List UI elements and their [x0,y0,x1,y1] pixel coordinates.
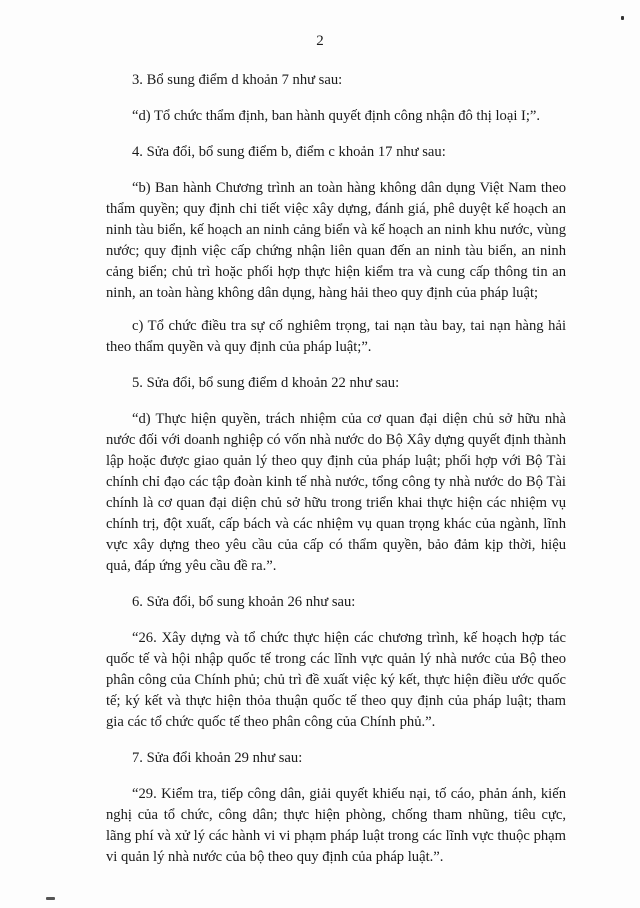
amendment-text-7: “29. Kiểm tra, tiếp công dân, giải quyết khiếu nại, tố cáo, phản ánh, kiến nghị của tổ chức, công dân; thực hiện phòng, chống tham nhũng, tiêu cực, lãng phí và xử lý các hành vi vi phạm pháp luật trong các lĩnh vực thuộc phạm vi quản lý nhà nước của bộ theo quy định của pháp luật.”. [106,786,566,865]
amendment-text-5: “d) Thực hiện quyền, trách nhiệm của cơ quan đại diện chủ sở hữu nhà nước đối với doanh nghiệp có vốn nhà nước do Bộ Xây dựng quyết định thành lập hoặc được giao quản lý theo quy định của pháp luật; phối hợp với Bộ Tài chính chỉ đạo các tập đoàn kinh tế nhà nước, tổng công ty nhà nước do Bộ Tài chính là cơ quan đại diện chủ sở hữu trong triển khai thực hiện các nhiệm vụ chính trị, đột xuất, cấp bách và các nhiệm vụ quan trọng khác của ngành, lĩnh vực xây dựng theo yêu cầu của cấp có thẩm quyền, bảo đảm kịp thời, hiệu quả, đáp ứng yêu cầu đề ra.”. [106,411,566,574]
amendment-text-4c: c) Tổ chức điều tra sự cố nghiêm trọng, tai nạn tàu bay, tai nạn hàng hải theo thẩm quyền và quy định của pháp luật;”. [106,318,566,355]
amendment-text-6: “26. Xây dựng và tổ chức thực hiện các chương trình, kế hoạch hợp tác quốc tế và hội nhập quốc tế trong các lĩnh vực quản lý nhà nước của Bộ theo phân công của Chính phủ; chủ trì đề xuất việc ký kết, thực hiện điều ước quốc tế; ký kết và thực hiện thỏa thuận quốc tế theo quy định của pháp luật; tham gia các tổ chức quốc tế theo phân công của Chính phủ.”. [106,630,566,730]
page-number: 2 [316,33,324,49]
amendment-heading-6: 6. Sửa đổi, bổ sung khoản 26 như sau: [132,594,356,610]
document-body [106,70,566,883]
amendment-heading-7: 7. Sửa đổi khoản 29 như sau: [132,750,303,766]
scan-speck [621,16,624,20]
amendment-heading-3: 3. Bổ sung điểm d khoản 7 như sau: [132,72,343,88]
scan-speck-bottom [46,897,55,900]
amendment-heading-4: 4. Sửa đổi, bổ sung điểm b, điểm c khoản 17 như sau: [132,144,446,160]
amendment-heading-5: 5. Sửa đổi, bổ sung điểm d khoản 22 như sau: [132,375,400,391]
amendment-text-4b: “b) Ban hành Chương trình an toàn hàng không dân dụng Việt Nam theo thẩm quyền; quy định chi tiết việc xây dựng, đánh giá, phê duyệt kế hoạch an ninh tàu biển, kế hoạch an ninh cảng biển và kế hoạch an ninh khu nước, vùng nước; quy định việc cấp chứng nhận liên quan đến an ninh tàu biển, an ninh cảng biển; chủ trì hoặc phối hợp thực hiện kiểm tra và cung cấp thông tin an ninh, an toàn hàng không dân dụng, hàng hải theo quy định của pháp luật; [106,180,566,301]
amendment-text-3: “d) Tổ chức thẩm định, ban hành quyết định công nhận đô thị loại I;”. [132,108,541,124]
